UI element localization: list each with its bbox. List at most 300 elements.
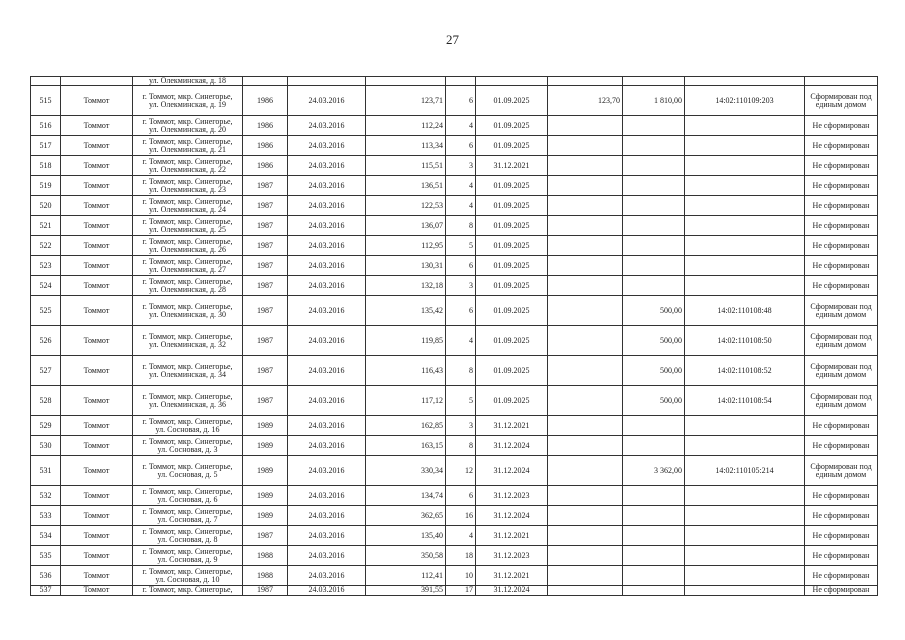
address-cell: [133, 196, 243, 216]
address-line-1: г. Томмот, мкр. Синегорье,: [142, 176, 233, 186]
address-line-2: ул. Олекминская, д. 36: [148, 399, 227, 409]
date-cell: 24.03.2016: [288, 256, 366, 276]
status-cell: Не сформирован: [805, 486, 878, 506]
year-cell: 1988: [243, 546, 288, 566]
row-number-cell: 520: [31, 196, 61, 216]
table-row: [31, 296, 878, 326]
deadline-cell: 31.12.2023: [476, 486, 548, 506]
count-cell: 3: [446, 276, 476, 296]
year-cell: 1987: [243, 326, 288, 356]
cadastral-number-cell: [685, 116, 805, 136]
count-cell: 12: [446, 456, 476, 486]
deadline-cell: 31.12.2021: [476, 526, 548, 546]
city-cell: Томмот: [61, 116, 133, 136]
land-area-cell: [548, 136, 623, 156]
city-cell: Томмот: [61, 276, 133, 296]
area-cell: 116,43: [366, 356, 446, 386]
area-cell: 123,71: [366, 86, 446, 116]
year-cell: 1989: [243, 456, 288, 486]
address-line-1: г. Томмот, мкр. Синегорье,: [142, 256, 233, 266]
status-cell: Не сформирован: [805, 526, 878, 546]
cadastral-number-cell: [685, 526, 805, 546]
cost-cell: [623, 216, 685, 236]
cost-cell: [623, 276, 685, 296]
date-cell: 24.03.2016: [288, 526, 366, 546]
area-cell: 135,40: [366, 526, 446, 546]
address-line-1: г. Томмот, мкр. Синегорье,: [142, 116, 233, 126]
deadline-cell: 01.09.2025: [476, 256, 548, 276]
address-line-2: ул. Олекминская, д. 23: [148, 184, 227, 194]
date-cell: 24.03.2016: [288, 456, 366, 486]
cost-cell: [623, 486, 685, 506]
deadline-cell: 01.09.2025: [476, 196, 548, 216]
year-cell: 1989: [243, 486, 288, 506]
land-area-cell: [548, 436, 623, 456]
date-cell: 24.03.2016: [288, 196, 366, 216]
count-cell: 8: [446, 216, 476, 236]
address-line-2: ул. Олекминская, д. 26: [148, 244, 227, 254]
count-cell: 6: [446, 86, 476, 116]
date-cell: 24.03.2016: [288, 216, 366, 236]
address-line-2: ул. Олекминская, д. 25: [148, 224, 227, 234]
row-number-cell: 528: [31, 386, 61, 416]
deadline-cell: 01.09.2025: [476, 86, 548, 116]
status-cell: Сформирован под единым домом: [805, 326, 878, 356]
land-area-cell: 123,70: [548, 86, 623, 116]
count-cell: 5: [446, 236, 476, 256]
address-line-1: г. Томмот, мкр. Синегорье,: [142, 236, 233, 246]
address-cell: [133, 486, 243, 506]
date-cell: 24.03.2016: [288, 176, 366, 196]
city-cell: Томмот: [61, 506, 133, 526]
address-cell: [133, 526, 243, 546]
year-cell: 1987: [243, 216, 288, 236]
row-number-cell: 516: [31, 116, 61, 136]
date-cell: 24.03.2016: [288, 356, 366, 386]
cost-cell: [623, 236, 685, 256]
address-line-1: г. Томмот, мкр. Синегорье,: [142, 301, 233, 311]
row-number-cell: 532: [31, 486, 61, 506]
cost-cell: [623, 416, 685, 436]
year-cell: 1988: [243, 566, 288, 586]
land-area-cell: [548, 456, 623, 486]
city-cell: Томмот: [61, 526, 133, 546]
land-area-cell: [548, 256, 623, 276]
date-cell: 24.03.2016: [288, 276, 366, 296]
city-cell: Томмот: [61, 356, 133, 386]
deadline-cell: 31.12.2024: [476, 456, 548, 486]
city-cell: Томмот: [61, 156, 133, 176]
address-line-1: г. Томмот, мкр. Синегорье,: [142, 416, 233, 426]
count-cell: 8: [446, 356, 476, 386]
cost-cell: 500,00: [623, 386, 685, 416]
year-cell: 1989: [243, 506, 288, 526]
deadline-cell: 01.09.2025: [476, 176, 548, 196]
cadastral-number-cell: [685, 566, 805, 586]
year-cell: 1987: [243, 386, 288, 416]
land-area-cell: [548, 326, 623, 356]
count-cell: 3: [446, 156, 476, 176]
year-cell: 1987: [243, 526, 288, 546]
table-row: [31, 256, 878, 276]
year-cell: 1989: [243, 436, 288, 456]
address-line-2: ул. Олекминская, д. 21: [148, 144, 227, 154]
cost-cell: [623, 546, 685, 566]
cadastral-number-cell: 14:02:110109:203: [685, 86, 805, 116]
row-number-cell: 529: [31, 416, 61, 436]
city-cell: Томмот: [61, 326, 133, 356]
status-cell: Не сформирован: [805, 216, 878, 236]
address-line-2: ул. Сосновая, д. 9: [157, 554, 218, 564]
count-cell: 4: [446, 326, 476, 356]
status-cell: Сформирован под единым домом: [805, 386, 878, 416]
deadline-cell: 31.12.2024: [476, 586, 548, 595]
address-cell: [133, 216, 243, 236]
count-cell: 3: [446, 416, 476, 436]
table-row: [31, 216, 878, 236]
count-cell: 4: [446, 526, 476, 546]
address-line-2: ул. Олекминская, д. 34: [148, 369, 227, 379]
address-line-2: ул. Олекминская, д. 27: [148, 264, 227, 274]
address-cell: [133, 416, 243, 436]
status-cell: Не сформирован: [805, 506, 878, 526]
land-area-cell: [548, 276, 623, 296]
table-row: [31, 436, 878, 456]
table-row: [31, 176, 878, 196]
cadastral-number-cell: [685, 156, 805, 176]
year-cell: 1987: [243, 176, 288, 196]
address-cell: [133, 236, 243, 256]
row-number-cell: 522: [31, 236, 61, 256]
row-number-cell: 531: [31, 456, 61, 486]
cadastral-number-cell: 14:02:110105:214: [685, 456, 805, 486]
row-number-cell: 525: [31, 296, 61, 326]
address-line-2: ул. Сосновая, д. 6: [157, 494, 218, 504]
date-cell: 24.03.2016: [288, 416, 366, 436]
year-cell: 1987: [243, 256, 288, 276]
address-line-1: г. Томмот, мкр. Синегорье,: [142, 546, 233, 556]
table-row: [31, 326, 878, 356]
table-row: [31, 116, 878, 136]
area-cell: 130,31: [366, 256, 446, 276]
address-line-1: г. Томмот, мкр. Синегорье,: [142, 91, 233, 101]
cost-cell: 1 810,00: [623, 86, 685, 116]
address-cell: [133, 386, 243, 416]
table-row: [31, 136, 878, 156]
cadastral-number-cell: [685, 436, 805, 456]
city-cell: Томмот: [61, 416, 133, 436]
count-cell: 8: [446, 436, 476, 456]
city-cell: Томмот: [61, 176, 133, 196]
count-cell: 6: [446, 256, 476, 276]
land-area-cell: [548, 156, 623, 176]
row-number-cell: 526: [31, 326, 61, 356]
address-cell: [133, 136, 243, 156]
cadastral-number-cell: [685, 506, 805, 526]
land-area-cell: [548, 506, 623, 526]
city-cell: Томмот: [61, 386, 133, 416]
status-cell: Не сформирован: [805, 546, 878, 566]
city-cell: Томмот: [61, 196, 133, 216]
deadline-cell: 01.09.2025: [476, 236, 548, 256]
deadline-cell: 01.09.2025: [476, 326, 548, 356]
address-line-2: ул. Олекминская, д. 30: [148, 309, 227, 319]
cadastral-number-cell: [685, 256, 805, 276]
status-cell: Не сформирован: [805, 176, 878, 196]
year-cell: 1986: [243, 136, 288, 156]
table-row: [31, 236, 878, 256]
table-row: [31, 486, 878, 506]
address-line-1: г. Томмот, мкр. Синегорье,: [142, 391, 233, 401]
area-cell: 391,55: [366, 586, 446, 595]
row-number-cell: 530: [31, 436, 61, 456]
deadline-cell: 01.09.2025: [476, 296, 548, 326]
date-cell: 24.03.2016: [288, 486, 366, 506]
row-number-cell: 524: [31, 276, 61, 296]
area-cell: 136,07: [366, 216, 446, 236]
area-cell: 132,18: [366, 276, 446, 296]
table-row-continuation: [31, 77, 878, 86]
year-cell: 1987: [243, 586, 288, 595]
year-cell: 1986: [243, 156, 288, 176]
land-area-cell: [548, 386, 623, 416]
area-cell: 162,85: [366, 416, 446, 436]
address-cell: [133, 356, 243, 386]
cadastral-number-cell: [685, 176, 805, 196]
table-row: [31, 526, 878, 546]
address-cell: [133, 296, 243, 326]
address-line-1: г. Томмот, мкр. Синегорье,: [142, 361, 233, 371]
city-cell: Томмот: [61, 216, 133, 236]
land-area-cell: [548, 566, 623, 586]
cost-cell: [623, 586, 685, 595]
page-number: 27: [446, 32, 459, 47]
status-cell: Не сформирован: [805, 416, 878, 436]
land-area-cell: [548, 586, 623, 595]
deadline-cell: 01.09.2025: [476, 136, 548, 156]
land-area-cell: [548, 196, 623, 216]
cost-cell: 500,00: [623, 356, 685, 386]
date-cell: 24.03.2016: [288, 566, 366, 586]
address-line-2: ул. Сосновая, д. 3: [157, 444, 218, 454]
table-row: [31, 276, 878, 296]
count-cell: 6: [446, 296, 476, 326]
cadastral-number-cell: [685, 416, 805, 436]
row-number-cell: 527: [31, 356, 61, 386]
table-row: [31, 456, 878, 486]
address-line-2: ул. Олекминская, д. 20: [148, 124, 227, 134]
date-cell: 24.03.2016: [288, 156, 366, 176]
deadline-cell: 31.12.2023: [476, 546, 548, 566]
cadastral-number-cell: 14:02:110108:48: [685, 296, 805, 326]
deadline-cell: 01.09.2025: [476, 276, 548, 296]
table-row: [31, 386, 878, 416]
area-cell: 330,34: [366, 456, 446, 486]
deadline-cell: 01.09.2025: [476, 216, 548, 236]
cost-cell: [623, 136, 685, 156]
date-cell: 24.03.2016: [288, 326, 366, 356]
address-line-1: г. Томмот, мкр. Синегорье,: [142, 461, 233, 471]
count-cell: 6: [446, 136, 476, 156]
address-line-1: г. Томмот, мкр. Синегорье,: [142, 331, 233, 341]
cost-cell: [623, 156, 685, 176]
date-cell: 24.03.2016: [288, 236, 366, 256]
address-cell: [133, 586, 243, 595]
address-cell: [133, 116, 243, 136]
count-cell: 16: [446, 506, 476, 526]
land-area-cell: [548, 416, 623, 436]
deadline-cell: 31.12.2024: [476, 436, 548, 456]
count-cell: 10: [446, 566, 476, 586]
cadastral-number-cell: [685, 276, 805, 296]
cost-cell: 500,00: [623, 326, 685, 356]
city-cell: Томмот: [61, 566, 133, 586]
year-cell: 1987: [243, 356, 288, 386]
table-row: [31, 566, 878, 586]
deadline-cell: 31.12.2024: [476, 506, 548, 526]
table-row: [31, 506, 878, 526]
address-cell: [133, 86, 243, 116]
row-number-cell: 523: [31, 256, 61, 276]
date-cell: 24.03.2016: [288, 546, 366, 566]
city-cell: Томмот: [61, 436, 133, 456]
date-cell: 24.03.2016: [288, 586, 366, 595]
status-cell: Не сформирован: [805, 236, 878, 256]
deadline-cell: 31.12.2021: [476, 156, 548, 176]
land-area-cell: [548, 216, 623, 236]
address-line-1: г. Томмот, мкр. Синегорье,: [142, 436, 233, 446]
land-area-cell: [548, 176, 623, 196]
deadline-cell: 01.09.2025: [476, 386, 548, 416]
city-cell: Томмот: [61, 86, 133, 116]
date-cell: 24.03.2016: [288, 506, 366, 526]
table-row: [31, 86, 878, 116]
address-cell: [133, 456, 243, 486]
address-cell: [133, 276, 243, 296]
area-cell: 134,74: [366, 486, 446, 506]
status-cell: Не сформирован: [805, 136, 878, 156]
address-line-2: ул. Олекминская, д. 32: [148, 339, 227, 349]
cost-cell: [623, 506, 685, 526]
row-number-cell: 536: [31, 566, 61, 586]
address-line-1: г. Томмот, мкр. Синегорье,: [142, 216, 233, 226]
status-cell: Не сформирован: [805, 256, 878, 276]
row-number-cell: 519: [31, 176, 61, 196]
address-line-1: г. Томмот, мкр. Синегорье,: [142, 136, 233, 146]
address-cell: [133, 546, 243, 566]
land-area-cell: [548, 546, 623, 566]
count-cell: 18: [446, 546, 476, 566]
status-cell: Сформирован под единым домом: [805, 86, 878, 116]
cadastral-number-cell: 14:02:110108:50: [685, 326, 805, 356]
cadastral-number-cell: 14:02:110108:52: [685, 356, 805, 386]
cadastral-number-cell: [685, 136, 805, 156]
cost-cell: [623, 176, 685, 196]
cadastral-number-cell: [685, 196, 805, 216]
area-cell: 136,51: [366, 176, 446, 196]
cost-cell: [623, 526, 685, 546]
deadline-cell: 01.09.2025: [476, 116, 548, 136]
date-cell: 24.03.2016: [288, 386, 366, 416]
cost-cell: [623, 256, 685, 276]
status-cell: Не сформирован: [805, 276, 878, 296]
address-line-2: ул. Сосновая, д. 5: [157, 469, 218, 479]
land-area-cell: [548, 236, 623, 256]
address-line-2: ул. Олекминская, д. 24: [148, 204, 227, 214]
table-row: [31, 356, 878, 386]
status-cell: Сформирован под единым домом: [805, 456, 878, 486]
year-cell: 1987: [243, 276, 288, 296]
date-cell: 24.03.2016: [288, 436, 366, 456]
count-cell: 6: [446, 486, 476, 506]
row-number-cell: 518: [31, 156, 61, 176]
address-cell: [133, 176, 243, 196]
date-cell: 24.03.2016: [288, 296, 366, 326]
deadline-cell: 31.12.2021: [476, 566, 548, 586]
row-number-cell: 515: [31, 86, 61, 116]
status-cell: Не сформирован: [805, 436, 878, 456]
count-cell: 5: [446, 386, 476, 416]
cadastral-number-cell: [685, 586, 805, 595]
cost-cell: 3 362,00: [623, 456, 685, 486]
land-area-cell: [548, 486, 623, 506]
row-number-cell: 517: [31, 136, 61, 156]
area-cell: 117,12: [366, 386, 446, 416]
cadastral-number-cell: [685, 546, 805, 566]
deadline-cell: 31.12.2021: [476, 416, 548, 436]
address-line-2: ул. Сосновая, д. 7: [157, 514, 218, 524]
deadline-cell: 01.09.2025: [476, 356, 548, 386]
area-cell: 119,85: [366, 326, 446, 356]
year-cell: 1986: [243, 86, 288, 116]
year-cell: 1987: [243, 236, 288, 256]
land-area-cell: [548, 356, 623, 386]
year-cell: 1986: [243, 116, 288, 136]
address-line-1: г. Томмот, мкр. Синегорье,: [142, 506, 233, 516]
cadastral-number-cell: [685, 236, 805, 256]
cadastral-number-cell: 14:02:110108:54: [685, 386, 805, 416]
area-cell: 362,65: [366, 506, 446, 526]
cadastral-number-cell: [685, 486, 805, 506]
cost-cell: [623, 436, 685, 456]
address-cell: [133, 506, 243, 526]
area-cell: 112,95: [366, 236, 446, 256]
address-line-1: г. Томмот, мкр. Синегорье,: [142, 585, 233, 595]
city-cell: Томмот: [61, 296, 133, 326]
area-cell: 350,58: [366, 546, 446, 566]
address-line-2: ул. Сосновая, д. 8: [157, 534, 218, 544]
date-cell: 24.03.2016: [288, 116, 366, 136]
housing-table: [30, 76, 878, 596]
address-line-2: ул. Сосновая, д. 16: [155, 424, 220, 434]
land-area-cell: [548, 296, 623, 326]
address-cell: ул. Олекминская, д. 18: [133, 77, 243, 86]
city-cell: Томмот: [61, 236, 133, 256]
table-row: [31, 546, 878, 566]
area-cell: 112,41: [366, 566, 446, 586]
cost-cell: [623, 116, 685, 136]
table-row: [31, 586, 878, 595]
address-line-1: г. Томмот, мкр. Синегорье,: [142, 156, 233, 166]
row-number-cell: 537: [31, 586, 61, 595]
table-row: [31, 196, 878, 216]
table-row: [31, 416, 878, 436]
address-line-2: ул. Олекминская, д. 22: [148, 164, 227, 174]
row-number-cell: 521: [31, 216, 61, 236]
address-line-1: г. Томмот, мкр. Синегорье,: [142, 486, 233, 496]
city-cell: Томмот: [61, 586, 133, 595]
count-cell: 4: [446, 176, 476, 196]
